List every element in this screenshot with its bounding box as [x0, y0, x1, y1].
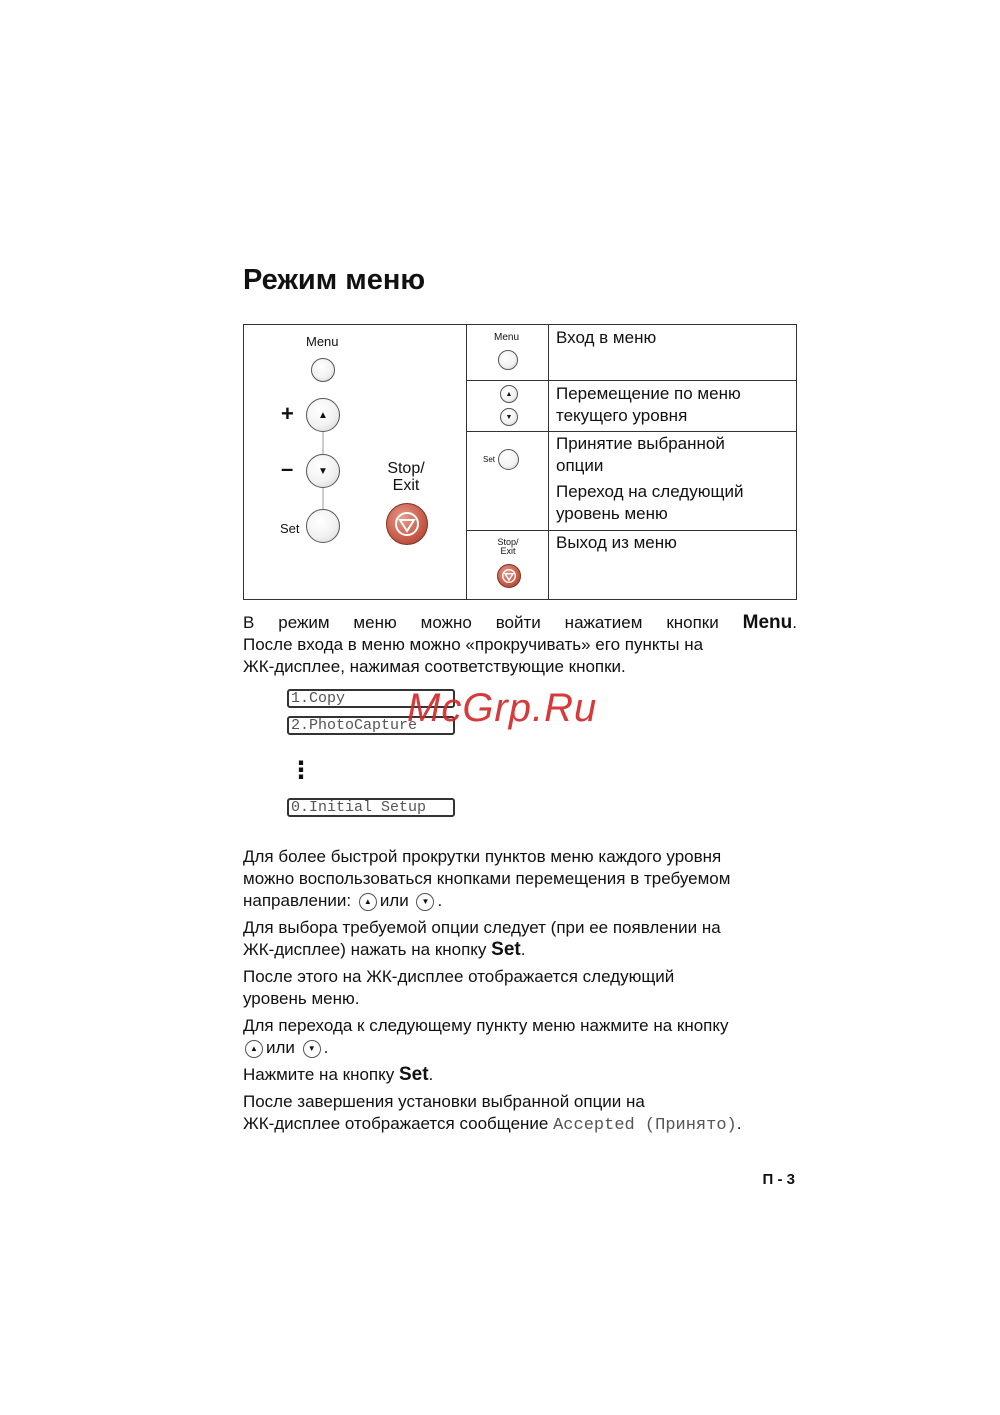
divider [466, 325, 467, 599]
page-number: П - 3 [762, 1171, 795, 1188]
minus-sign: – [281, 456, 294, 481]
plus-sign: + [281, 401, 294, 426]
stop-exit-button [386, 503, 428, 545]
ellipsis: ⋮ [289, 757, 313, 784]
up-arrow-icon: ▲ [318, 409, 328, 421]
set-button [306, 509, 340, 543]
stop-icon-label: Stop/ Exit [497, 537, 519, 556]
row-text-exit: Выход из меню [556, 533, 677, 552]
menu-button-icon [498, 350, 518, 370]
divider [467, 530, 796, 531]
menu-icon-label: Menu [494, 332, 520, 343]
up-button-icon: ▲ [359, 893, 377, 911]
page-title: Режим меню [243, 264, 426, 296]
row-text-enter-menu: Вход в меню [556, 328, 657, 347]
down-arrow-icon: ▼ [318, 465, 328, 477]
row-text-navigate: Перемещение по меню текущего уровня [556, 384, 741, 425]
lcd-item-copy: 1.Copy [287, 689, 455, 708]
set-button-icon [498, 449, 519, 470]
down-button-icon: ▼ [416, 893, 434, 911]
set-label: Set [280, 521, 300, 536]
down-button-icon: ▼ [500, 408, 518, 426]
up-button-icon: ▲ [245, 1040, 263, 1058]
divider [467, 380, 796, 381]
set-icon-label: Set [483, 455, 496, 464]
row-text-accept: Принятие выбранной опции Переход на следующий уровень меню [556, 434, 744, 523]
up-button-icon: ▲ [500, 385, 518, 403]
watermark: McGrp.Ru [407, 686, 598, 730]
stop-icon [393, 510, 421, 538]
divider [548, 325, 549, 599]
down-button [306, 454, 340, 488]
divider [467, 431, 796, 432]
menu-label: Menu [306, 334, 339, 349]
lcd-item-initial-setup: 0.Initial Setup [287, 798, 455, 817]
body-text: Для более быстрой прокрутки пунктов меню каждого уровня можно воспользоваться кнопками перемещения в требуемом направлении: ▲ или ▼ . Для выбора требуемой опции следует (при ее появлении на ЖК-дисплее) нажать на кнопку Set. После этого на ЖК-дисплее отображается следующий уровень меню. Для перехода к следующему пункту меню нажмите на кнопку ▲ или ▼ . Нажмите на кнопку Set. После завершения установки выбранной опции на ЖК-дисплее отображается сообщение Accepted (Принято). [243, 847, 742, 1135]
intro-paragraph: В режим меню можно войти нажатием кнопки Menu. После входа в меню можно «прокручивать» его пункты на ЖК-дисплее, нажимая соответствующие кнопки. [243, 612, 797, 676]
down-button-icon: ▼ [303, 1040, 321, 1058]
lcd-item-photocapture: 2.PhotoCapture [287, 716, 455, 735]
menu-button [311, 358, 335, 382]
up-button [306, 398, 340, 432]
stop-button-icon [497, 564, 521, 588]
menu-buttons-table [243, 324, 797, 600]
stop-exit-label: Stop/ Exit [387, 460, 425, 494]
